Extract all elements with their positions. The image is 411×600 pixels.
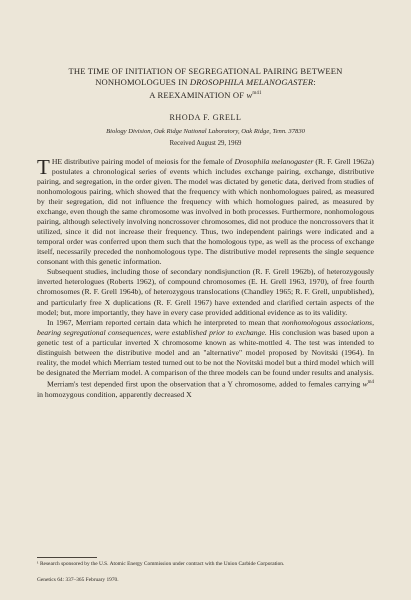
paragraph-1-text-b: (R. F. Grell 1962a) postulates a chronological series of events which includes exchange pairing, exchange, distributive pairing, and segregation, in the order given. The model was dictated by genetic data, derived from studies of nonhomologous pairing, which showed that the frequency with which nonhomologues paired, as measured by their segregation, did not influence the frequency with which homologues paired, as measured by exchange, even though the same chromosome was involved in both processes. Furthermore, nonhomologous pairing, although selectively involving noncrossover chromosomes, did not produce the noncrossovers that it utilized, since it did not increase their frequency. Thus, two independent pairings were indicated and a temporal order was conferred upon them such that the homologous type, as well as the process of exchange itself, necessarily preceded the nonhomologous type. The distributive model represents the single sequence consonant with this genetic information.	[37, 156, 374, 267]
paragraph-4-allele-symbol: w	[362, 379, 368, 389]
title-allele-sup: m4	[252, 91, 260, 96]
title-species: DROSOPHILA MELANOGASTER	[189, 77, 314, 87]
paragraph-4-text-a: Merriam's test depended first upon the observation that a Y chromosome, added to females carrying	[47, 379, 363, 389]
paragraph-3-text-b: His conclusion was based upon a genetic test of a particular inverted X chromosome known as white-mottled 4. The test was intended to distinguish between the distributive model and an "alternative" model proposed by Novitski (1964). In reality, the model which Merriam tested turned out to be not the Novitski model but a third model which will be designated the Merriam model. A comparison of the three models can be found under results and analysis.	[37, 327, 374, 377]
footnote: ¹ Research sponsored by the U.S. Atomic Energy Commission under contract with the Union Carbide Corporation.	[37, 561, 285, 567]
title-allele-symbol: w	[246, 89, 253, 100]
author-affiliation: Biology Division, Oak Ridge National Laboratory, Oak Ridge, Tenn. 37830	[106, 127, 305, 135]
paragraph-1	[37, 154, 374, 268]
received-date: Received August 29, 1969	[169, 139, 242, 147]
paragraph-4-text-b: in homozygous condition, apparently decreased X	[37, 389, 192, 399]
footnote-rule	[37, 557, 97, 558]
title-line-3	[37, 88, 374, 101]
paragraph-1-species: Drosophila melanogaster	[234, 156, 314, 166]
paragraph-3-text-a: In 1967, Merriam reported certain data which he interpreted to mean that	[47, 317, 283, 327]
paper-body	[37, 154, 374, 400]
journal-citation: Genetics 64: 337–365 February 1970.	[37, 577, 119, 583]
paragraph-1-text-a: HE distributive pairing model of meiosis for the female of	[51, 156, 235, 166]
paper-title	[37, 66, 374, 101]
author-name: RHODA F. GRELL	[169, 112, 242, 122]
title-line-2-prefix: NONHOMOLOGUES IN	[95, 77, 190, 87]
paragraph-3-italic: nonhomologous associations, bearing segregational consequences, were established prior to exchange.	[37, 317, 374, 337]
paragraph-4-allele-sup: m4	[367, 379, 374, 385]
title-line-2	[37, 77, 374, 88]
title-line-3-prefix: A REEXAMINATION OF	[149, 89, 247, 100]
paragraph-4	[37, 378, 374, 400]
drop-cap: T	[37, 154, 50, 179]
title-footnote-mark: 1	[259, 91, 262, 96]
paragraph-3	[37, 318, 374, 378]
title-line-2-suffix: :	[313, 77, 316, 87]
title-line-1: THE TIME OF INITIATION OF SEGREGATIONAL PAIRING BETWEEN	[68, 66, 343, 76]
paragraph-2: Subsequent studies, including those of secondary nondisjunction (R. F. Grell 1962b), of heterozygously inverted heterologues (Roberts 1962), of compound chromosomes (E. H. Grell 1963, 1970), of free fourth chromosomes (R. F. Grell 1964b), of heterozygous translocations (Chandley 1965; R. F. Grell, unpublished), and particularly free X duplications (R. F. Grell 1967) have extended and clarified certain aspects of the model; but, more importantly, they have in every case provided additional evidence as to its validity.	[37, 267, 374, 317]
